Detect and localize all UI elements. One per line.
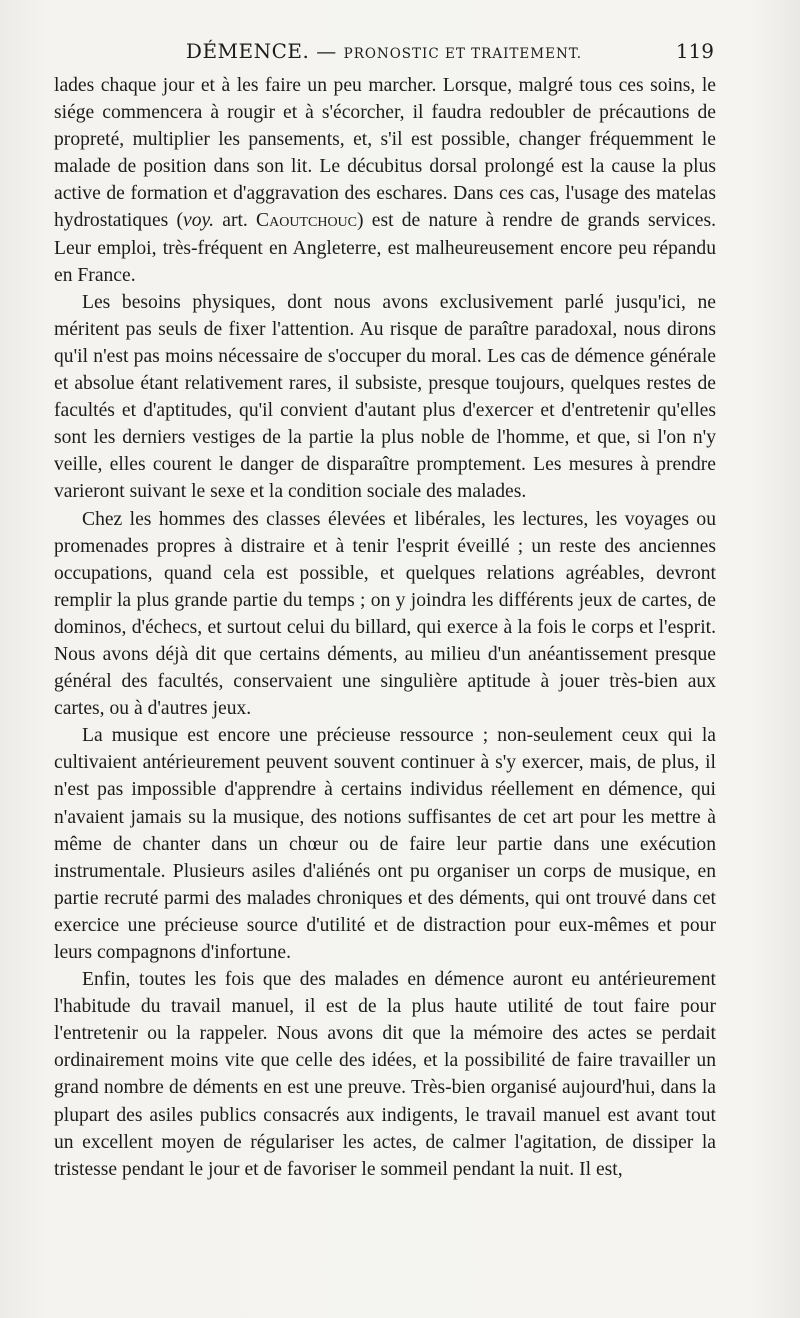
paragraph-1-part-2: art. xyxy=(214,210,257,232)
paragraph-1-voy: voy. xyxy=(183,210,215,232)
running-title xyxy=(54,36,714,69)
paragraph-4: La musique est encore une précieuse ressource ; non-seulement ceux qui la cultivaient antérieurement peuvent souvent continuer à s'y exercer, mais, de plus, il n'est pas impossible d'apprendre à certains individus réellement en démence, qui n'avaient jamais su la musique, des notions suffisantes de cet art pour les mettre à même de chanter dans un chœur ou de faire leur partie dans une exécution instrumentale. Plusieurs asiles d'aliénés ont pu organiser un corps de musique, en partie recruté parmi des malades chroniques et des déments, qui ont trouvé dans cet exercice une précieuse source d'utilité et de distraction pour eux-mêmes et pour leurs compagnons d'infortune. xyxy=(54,725,716,963)
paragraph-5: Enfin, toutes les fois que des malades en démence auront eu antérieurement l'habitude du travail manuel, il est de la plus haute utilité de tout faire pour l'entretenir ou la rappeler. Nous avons dit que la mémoire des actes se perdait ordinairement moins vite que celle des idées, et la possibilité de faire travailler un grand nombre de déments en est une preuve. Très-bien organisé aujourd'hui, dans la plupart des asiles publics consacrés aux indigents, le travail manuel est avant tout un excellent moyen de régulariser les actes, de calmer l'agitation, de dissiper la tristesse pendant le jour et de favoriser le sommeil pendant la nuit. Il est, xyxy=(54,969,716,1180)
body-text xyxy=(54,72,716,1183)
paragraph-1-caoutchouc: Caoutchouc xyxy=(256,210,358,232)
running-header xyxy=(54,36,714,66)
paragraph-1-part-3: ) est de nature à rendre de grands services. Leur emploi, très-fréquent en Angleterre, est malheureusement encore peu répandu en France. xyxy=(54,210,716,286)
paragraph-3: Chez les hommes des classes élevées et libérales, les lectures, les voyages ou promenades propres à distraire et à tenir l'esprit éveillé ; un reste des anciennes occupations, quand cela est possible, et quelques relations agréables, devront remplir la plus grande partie du temps ; on y joindra les différents jeux de cartes, de dominos, d'échecs, et surtout celui du billard, qui exerce à la fois le corps et l'esprit. Nous avons déjà dit que certains déments, au milieu d'un anéantissement presque général des facultés, conservaient une singulière aptitude à jouer très-bien aux cartes, ou à d'autres jeux. xyxy=(54,508,716,720)
paragraph-1 xyxy=(54,72,716,289)
title-separator: — xyxy=(309,39,344,63)
title-subtitle: PRONOSTIC ET TRAITEMENT. xyxy=(343,46,583,62)
paragraph-2: Les besoins physiques, dont nous avons exclusivement parlé jusqu'ici, ne méritent pas seuls de fixer l'attention. Au risque de paraître paradoxal, nous dirons qu'il n'est pas moins nécessaire de s'occuper du moral. Les cas de démence générale et absolue étant relativement rares, il subsiste, presque toujours, quelques restes de facultés et d'aptitudes, qu'il convient d'autant plus d'exercer et d'entretenir qu'elles sont les derniers vestiges de la partie la plus noble de l'homme, et que, si l'on n'y veille, elles courent le danger de disparaître promptement. Les mesures à prendre varieront suivant le sexe et la condition sociale des malades. xyxy=(54,291,716,503)
page-number: 119 xyxy=(675,39,714,63)
paragraph-1-part-1: lades chaque jour et à les faire un peu marcher. Lorsque, malgré tous ces soins, le siége commencera à rougir et à s'écorcher, il faudra redoubler de précautions de propreté, multiplier les pansements, et, s'il est possible, changer fréquemment le malade de position dans son lit. Le décubitus dorsal prolongé est la cause la plus active de formation et d'aggravation des eschares. Dans ces cas, l'usage des matelas hydrostatiques ( xyxy=(54,75,716,232)
title-main: DÉMENCE. xyxy=(185,39,310,63)
